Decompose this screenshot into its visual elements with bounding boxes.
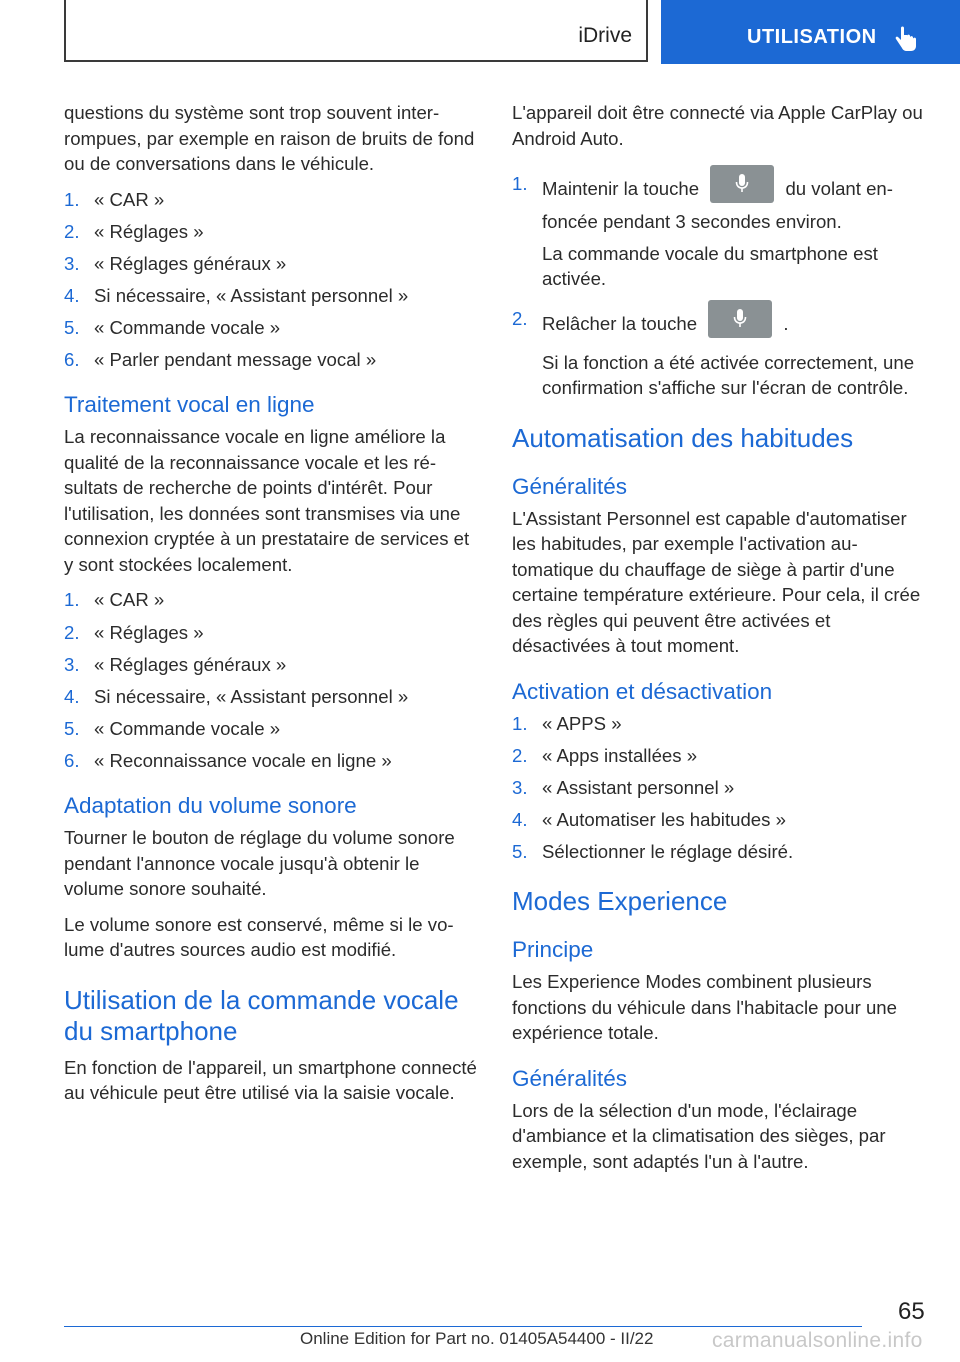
list-item-number: 1. — [512, 712, 528, 734]
list-item-text: « APPS » — [542, 712, 622, 734]
principle-paragraph: Les Experience Modes combinent plusieurs fonctions du véhicule dans l'habitacle pour une expérience totale. — [512, 971, 897, 1044]
list-item — [512, 839, 926, 865]
list-item — [64, 684, 478, 710]
general-paragraph-1: L'Assistant Personnel est capable d'automatiser les habitudes, par exemple l'activation automatique du chauffage de siège à partir d'une certaine température extérieure. Pour cela, il crée des règles qui peuvent être activées et désactivées à tout moment. — [512, 507, 921, 656]
list-item-number: 5. — [64, 316, 80, 338]
smartphone-voice-steps — [512, 171, 926, 401]
heading-experience-modes: Modes Experience — [512, 886, 728, 917]
list-item — [64, 187, 478, 213]
heading-activation: Activation et désactivation — [512, 678, 773, 704]
step-text-before: Relâcher la touche — [542, 312, 698, 334]
connection-paragraph: L'appareil doit être connecté via Apple CarPlay ou Android Auto. — [512, 102, 923, 149]
activation-list — [512, 711, 926, 865]
volume-paragraph-2: Le volume sonore est conservé, même si le volume d'autres sources audio est modifié. — [64, 913, 454, 961]
list-item — [64, 587, 478, 613]
list-item-number: 1. — [64, 589, 80, 611]
list-item — [64, 283, 478, 309]
heading-habit-automation: Automatisation des habitudes — [512, 422, 854, 453]
step-result: Si la fonction a été activée correctement, une confirmation s'affiche sur l'écran de contrôle. — [542, 351, 915, 398]
list-item-text: Si nécessaire, « Assistant personnel » — [94, 685, 409, 707]
heading-smartphone-voice: Utilisation de la commande vocale du smartphone — [64, 984, 459, 1046]
list-item-number: 6. — [64, 348, 80, 370]
intro-paragraph: questions du système sont trop souvent interrompues, par exemple en raison de bruits de fond ou de conversations dans le véhicule. — [64, 102, 475, 174]
list-item-text: « Réglages » — [94, 220, 204, 242]
volume-paragraph-1: Tourner le bouton de réglage du volume sonore pendant l'annonce vocale jusqu'à obtenir le volume sonore souhaité. — [64, 827, 455, 900]
watermark: carmanualsonline.info — [712, 1329, 923, 1352]
list-item-number: 2. — [64, 621, 80, 643]
settings-list-voice-message — [64, 187, 478, 373]
list-item-number: 2. — [64, 220, 80, 242]
list-item — [64, 347, 478, 373]
list-item — [512, 711, 926, 737]
list-item-text: « Commande vocale » — [94, 717, 281, 739]
smartphone-paragraph: En fonction de l'appareil, un smartphone connecté au véhicule peut être utilisé via la saisie vocale. — [64, 1056, 477, 1104]
list-item — [64, 219, 478, 245]
list-item-text: « Parler pendant message vocal » — [94, 348, 377, 370]
list-item — [512, 171, 926, 292]
page-number: 65 — [898, 1298, 925, 1325]
right-column — [512, 100, 926, 1184]
header-frame — [64, 0, 648, 62]
list-item-text: « Commande vocale » — [94, 316, 281, 338]
list-item-number: 6. — [64, 749, 80, 771]
pointing-hand-icon — [895, 26, 917, 57]
list-item-number: 3. — [64, 252, 80, 274]
list-item — [512, 743, 926, 769]
footer-edition: Online Edition for Part no. 01405A54400 - II/22 — [300, 1329, 654, 1348]
list-item-text: « Réglages généraux » — [94, 252, 287, 274]
list-item-number: 1. — [64, 188, 80, 210]
list-item-number: 1. — [512, 173, 528, 194]
list-item-number: 2. — [512, 307, 528, 329]
list-item-number: 2. — [512, 744, 528, 766]
list-item-number: 4. — [512, 808, 528, 830]
list-item — [512, 807, 926, 833]
online-processing-paragraph: La reconnaissance vocale en ligne améliore la qualité de la reconnaissance vocale et les résultats de recherche de points d'intérêt. Pour l'utilisation, les données sont transmises via une connexion cryptée à un prestataire de services et y sont stockées localement. — [64, 426, 470, 575]
list-item — [64, 716, 478, 742]
list-item — [64, 748, 478, 774]
step-text-before: Maintenir la touche — [542, 177, 700, 199]
heading-general-2: Généralités — [512, 1065, 628, 1091]
list-item — [64, 620, 478, 646]
list-item-text: « CAR » — [94, 188, 165, 210]
list-item-text: « Apps installées » — [542, 744, 698, 766]
list-item — [64, 251, 478, 277]
list-item-number: 3. — [512, 776, 528, 798]
voice-button-graphic — [708, 300, 772, 338]
list-item-number: 5. — [512, 840, 528, 862]
list-item-text: « Réglages » — [94, 621, 204, 643]
list-item — [512, 306, 926, 401]
heading-online-processing: Traitement vocal en ligne — [64, 392, 315, 418]
list-item-number: 3. — [64, 653, 80, 675]
left-column — [64, 100, 478, 1116]
settings-list-online-recognition — [64, 587, 478, 773]
list-item-text: Si nécessaire, « Assistant personnel » — [94, 284, 409, 306]
header-title: iDrive — [578, 24, 632, 47]
list-item-number: 4. — [64, 685, 80, 707]
step-result: La commande vocale du smartphone est activée. — [542, 242, 878, 289]
section-tab-label: UTILISATION — [747, 26, 877, 48]
microphone-icon — [735, 174, 749, 194]
list-item-text: « Automatiser les habitudes » — [542, 808, 786, 830]
step-text-after: . — [783, 312, 789, 334]
list-item-text: « CAR » — [94, 589, 165, 611]
list-item-text: « Reconnaissance vocale en ligne » — [94, 749, 392, 771]
list-item-number: 4. — [64, 284, 80, 306]
step-text-after: du volant enfoncée pendant 3 secondes environ. — [542, 177, 893, 232]
list-item — [64, 315, 478, 341]
list-item-text: Sélectionner le réglage désiré. — [542, 840, 794, 862]
heading-principle: Principe — [512, 937, 594, 963]
general-paragraph-2: Lors de la sélection d'un mode, l'éclairage d'ambiance et la climatisation des sièges, par exemple, sont adaptés l'un à l'autre. — [512, 1099, 886, 1172]
list-item-number: 5. — [64, 717, 80, 739]
list-item — [64, 652, 478, 678]
list-item-text: « Réglages généraux » — [94, 653, 287, 675]
list-item-text: « Assistant personnel » — [542, 776, 735, 798]
list-item — [512, 775, 926, 801]
heading-volume-adjustment: Adaptation du volume sonore — [64, 793, 357, 819]
voice-button-graphic — [710, 165, 774, 203]
section-tab — [661, 0, 960, 64]
microphone-icon — [733, 309, 747, 329]
footer-divider — [64, 1326, 862, 1327]
heading-general-1: Généralités — [512, 473, 628, 499]
